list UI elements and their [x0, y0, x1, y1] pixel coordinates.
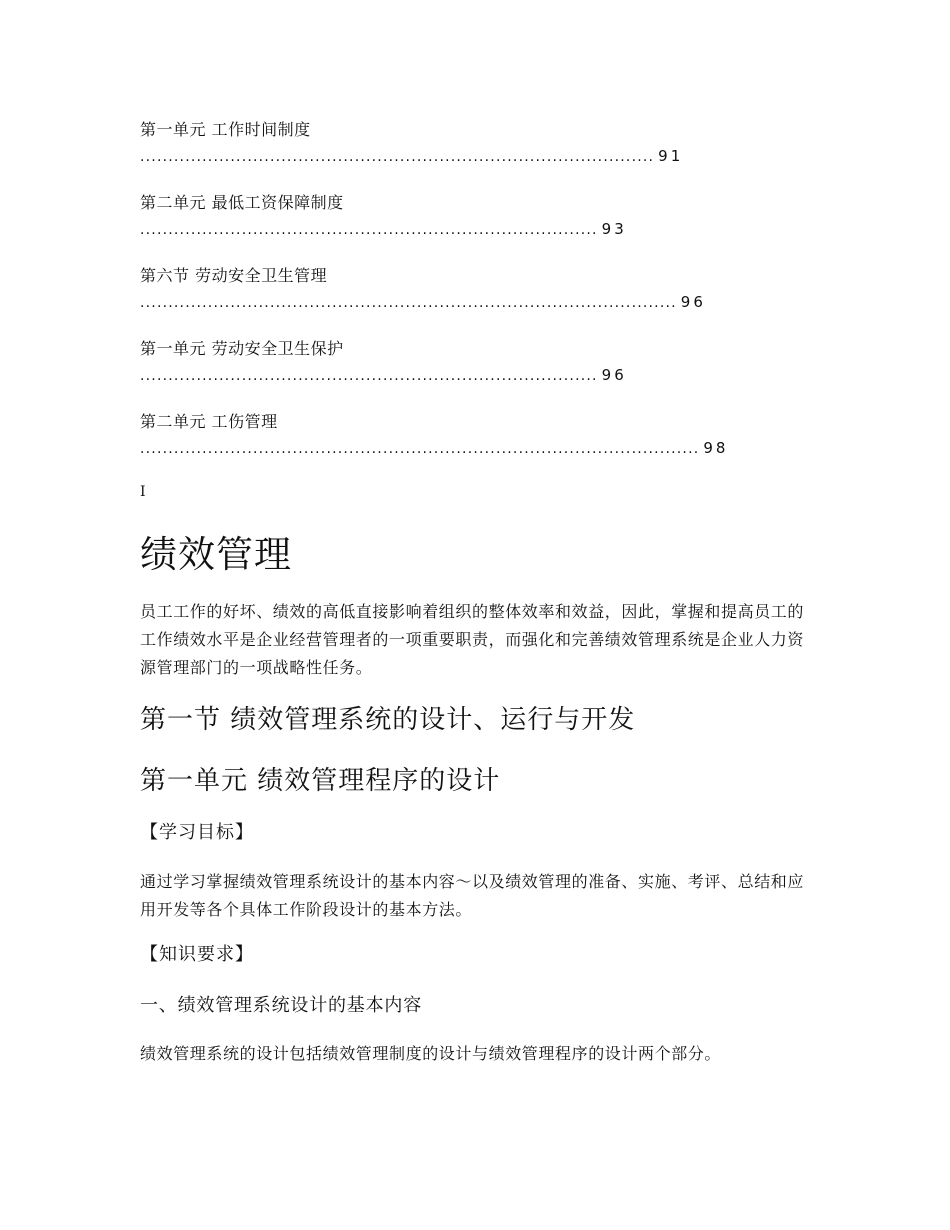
toc-entry[interactable]	[140, 339, 820, 384]
toc-entry-leader: ................................................................................. 93	[140, 220, 627, 238]
toc-entry-page: 98	[703, 439, 729, 457]
toc-entry-page: 91	[658, 147, 684, 165]
subsection-title: 一、绩效管理系统设计的基本内容	[140, 995, 422, 1016]
subsection-text: 绩效管理系统的设计包括绩效管理制度的设计与绩效管理程序的设计两个部分。	[140, 1044, 722, 1063]
unit-title: 第一单元 绩效管理程序的设计	[140, 766, 501, 796]
toc-entry-page: 96	[680, 293, 706, 311]
toc-entry[interactable]	[140, 266, 820, 311]
toc-entry-title: 第一单元 劳动安全卫生保护	[140, 339, 344, 358]
toc-entry[interactable]	[140, 412, 820, 457]
toc-entry-title: 第六节 劳动安全卫生管理	[140, 266, 328, 285]
chapter-title: 绩效管理	[140, 533, 292, 576]
knowledge-label: 【知识要求】	[140, 944, 254, 965]
intro-paragraph: 员工工作的好坏、绩效的高低直接影响着组织的整体效率和效益，因此，掌握和提高员工的工作绩效水平是企业经营管理者的一项重要职责，而强化和完善绩效管理系统是企业人力资源管理部门的一项战略性任务。	[140, 602, 805, 677]
learning-goals-label: 【学习目标】	[140, 822, 254, 843]
toc-entry-page: 96	[601, 366, 627, 384]
toc-entry-title: 第二单元 工伤管理	[140, 412, 278, 431]
toc-entry[interactable]	[140, 193, 820, 238]
toc-entry-leader: ................................................................................. 96	[140, 366, 627, 384]
toc-entry-title: 第一单元 工作时间制度	[140, 120, 311, 139]
toc-entry-title: 第二单元 最低工资保障制度	[140, 193, 344, 212]
toc-entry[interactable]	[140, 120, 820, 165]
toc-entry-leader: ........................................................................................... 91	[140, 147, 684, 165]
toc-entry-page: 93	[601, 220, 627, 238]
toc-entry-leader: ................................................................................................... 98	[140, 439, 729, 457]
page-marker: I	[140, 484, 146, 500]
section-title: 第一节 绩效管理系统的设计、运行与开发	[140, 705, 636, 735]
learning-goals-text: 通过学习掌握绩效管理系统设计的基本内容～以及绩效管理的准备、实施、考评、总结和应用开发等各个具体工作阶段设计的基本方法。	[140, 872, 805, 919]
toc-entry-leader: ............................................................................................... 96	[140, 293, 706, 311]
